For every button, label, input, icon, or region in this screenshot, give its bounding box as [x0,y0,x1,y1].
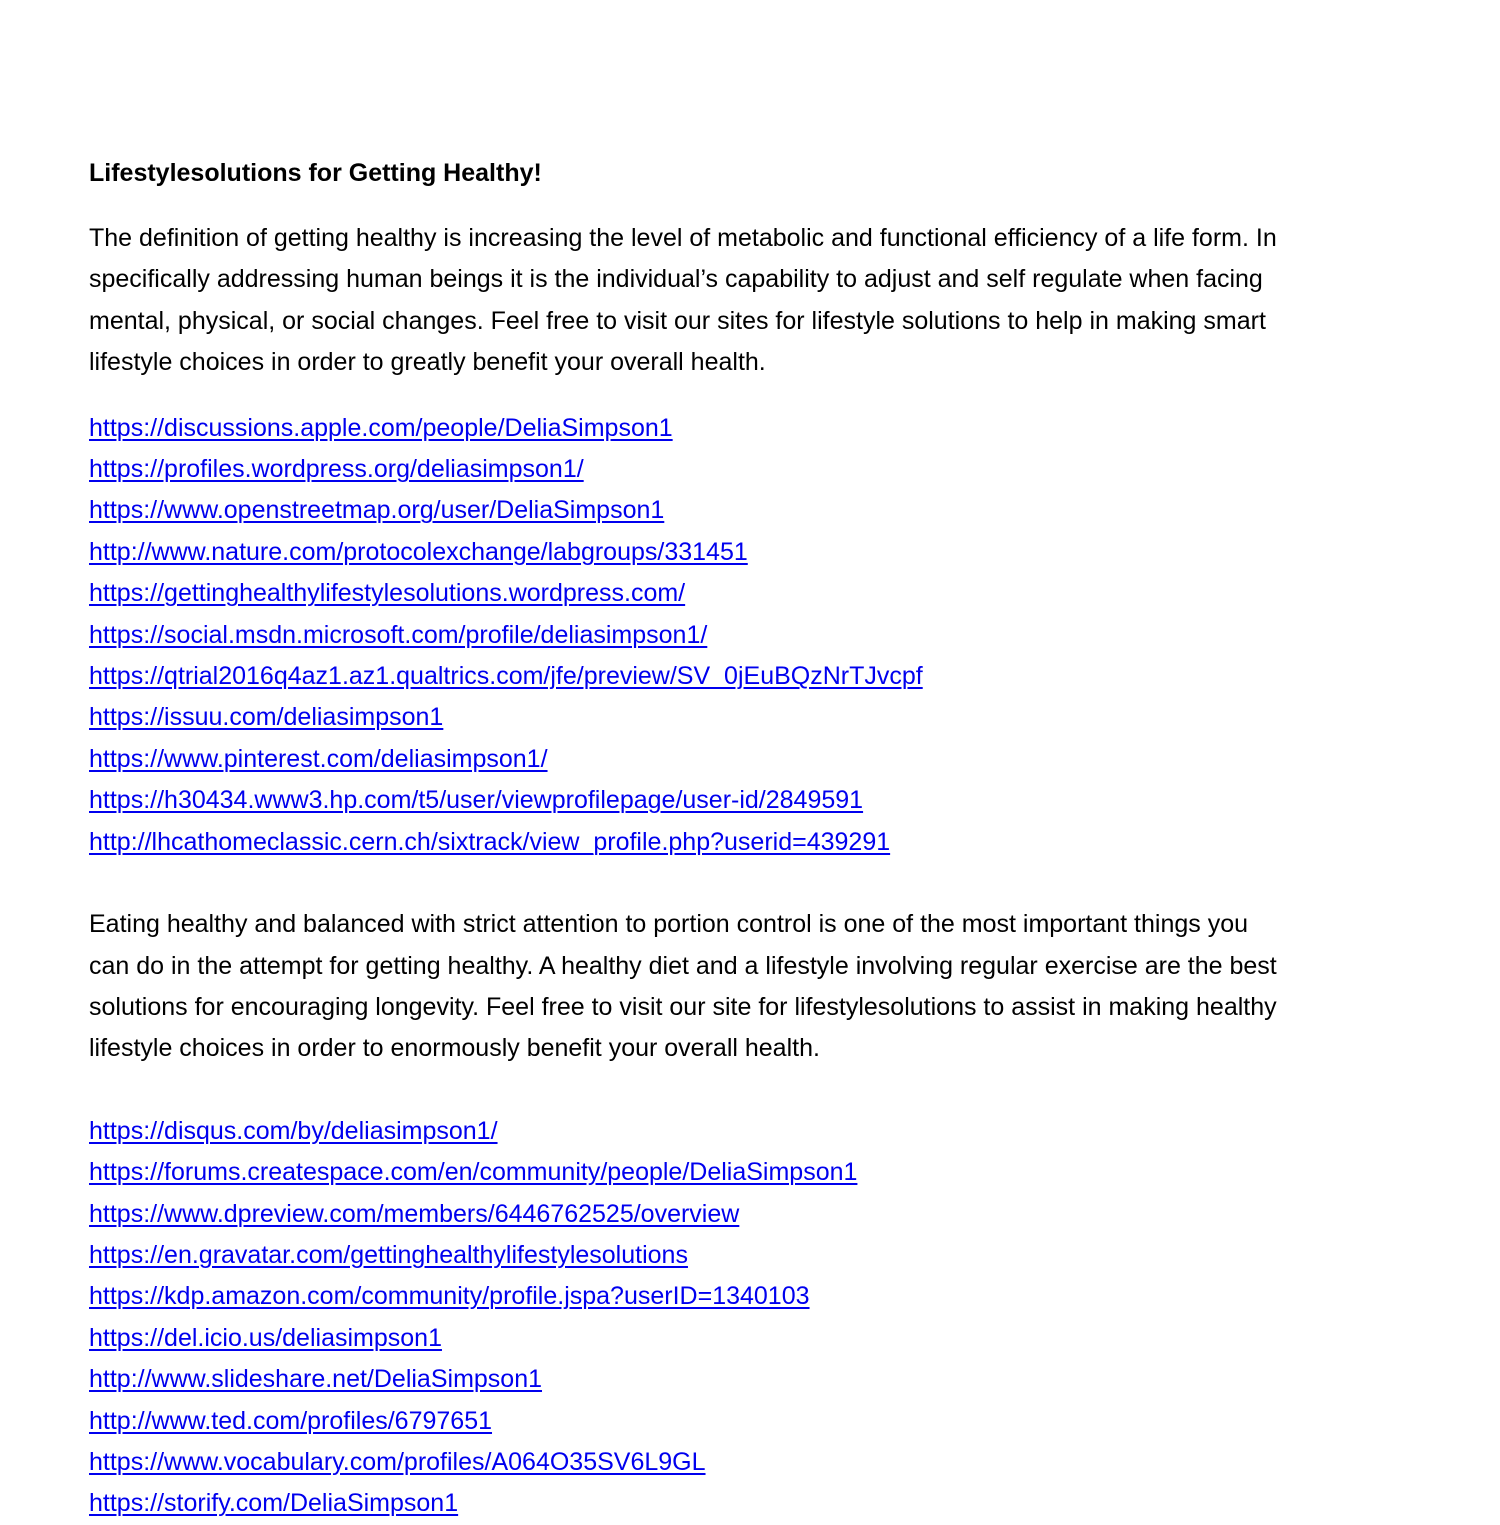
profile-link[interactable]: https://h30434.www3.hp.com/t5/user/viewprofilepage/user-id/2849591 [89,786,864,815]
blank-line [89,863,1409,904]
list-item [89,408,1409,449]
profile-link[interactable]: https://discussions.apple.com/people/DeliaSimpson1 [89,413,673,442]
list-item [89,573,1409,614]
list-item [89,1483,1409,1524]
list-item [89,1152,1409,1193]
second-paragraph [89,904,1409,1070]
list-item [89,615,1409,656]
profile-link[interactable]: https://qtrial2016q4az1.az1.qualtrics.com/jfe/preview/SV_0jEuBQzNrTJvcpf [89,662,923,691]
list-item [89,656,1409,697]
list-item [89,532,1409,573]
profile-link[interactable]: http://lhcathomeclassic.cern.ch/sixtrack/view_profile.php?userid=439291 [89,827,891,856]
list-item [89,780,1409,821]
profile-link[interactable]: https://forums.createspace.com/en/community/people/DeliaSimpson1 [89,1158,858,1187]
profile-link[interactable]: https://kdp.amazon.com/community/profile.jspa?userID=1340103 [89,1282,810,1311]
list-item [89,1401,1409,1442]
profile-link[interactable]: https://www.pinterest.com/deliasimpson1/ [89,744,548,773]
list-item [89,490,1409,531]
paragraph-line: lifestyle choices in order to enormously benefit your overall health. [89,1034,820,1063]
document-title: Lifestylesolutions for Getting Healthy! [89,159,542,187]
intro-paragraph [89,218,1409,384]
list-item [89,1359,1409,1400]
list-item [89,1442,1409,1483]
profile-link[interactable]: https://www.vocabulary.com/profiles/A064O35SV6L9GL [89,1447,706,1476]
paragraph-line: can do in the attempt for getting healthy. A healthy diet and a lifestyle involving regular exercise are the best [89,951,1277,980]
paragraph-line: solutions for encouraging longevity. Feel free to visit our site for lifestylesolutions to assist in making healthy [89,992,1277,1021]
list-item [89,449,1409,490]
link-list-1 [89,408,1409,863]
blank-line [89,1070,1409,1111]
profile-link[interactable]: https://disqus.com/by/deliasimpson1/ [89,1116,498,1145]
profile-link[interactable]: https://profiles.wordpress.org/deliasimpson1/ [89,455,584,484]
profile-link[interactable]: https://del.icio.us/deliasimpson1 [89,1323,442,1352]
paragraph-line: specifically addressing human beings it is the individual’s capability to adjust and self regulate when facing [89,265,1263,294]
list-item [89,822,1409,863]
list-item [89,697,1409,738]
paragraph-line: lifestyle choices in order to greatly benefit your overall health. [89,348,766,377]
profile-link[interactable]: https://www.openstreetmap.org/user/DeliaSimpson1 [89,496,665,525]
link-list-2 [89,1111,1409,1525]
list-item [89,1194,1409,1235]
document-content [89,153,1409,1525]
list-item [89,739,1409,780]
list-item [89,1235,1409,1276]
profile-link[interactable]: https://social.msdn.microsoft.com/profile/deliasimpson1/ [89,620,708,649]
profile-link[interactable]: https://en.gravatar.com/gettinghealthylifestylesolutions [89,1240,688,1269]
list-item [89,1318,1409,1359]
profile-link[interactable]: https://gettinghealthylifestylesolutions.wordpress.com/ [89,579,686,608]
profile-link[interactable]: https://storify.com/DeliaSimpson1 [89,1489,459,1518]
profile-link[interactable]: https://issuu.com/deliasimpson1 [89,703,444,732]
profile-link[interactable]: http://www.nature.com/protocolexchange/labgroups/331451 [89,537,748,566]
paragraph-line: Eating healthy and balanced with strict attention to portion control is one of the most important things you [89,910,1249,939]
profile-link[interactable]: http://www.ted.com/profiles/6797651 [89,1406,493,1435]
profile-link[interactable]: https://www.dpreview.com/members/6446762525/overview [89,1199,740,1228]
list-item [89,1276,1409,1317]
paragraph-line: mental, physical, or social changes. Feel free to visit our sites for lifestyle solutions to help in making smart [89,306,1266,335]
list-item [89,1111,1409,1152]
profile-link[interactable]: http://www.slideshare.net/DeliaSimpson1 [89,1365,543,1394]
paragraph-line: The definition of getting healthy is increasing the level of metabolic and functional efficiency of a life form. In [89,224,1277,252]
